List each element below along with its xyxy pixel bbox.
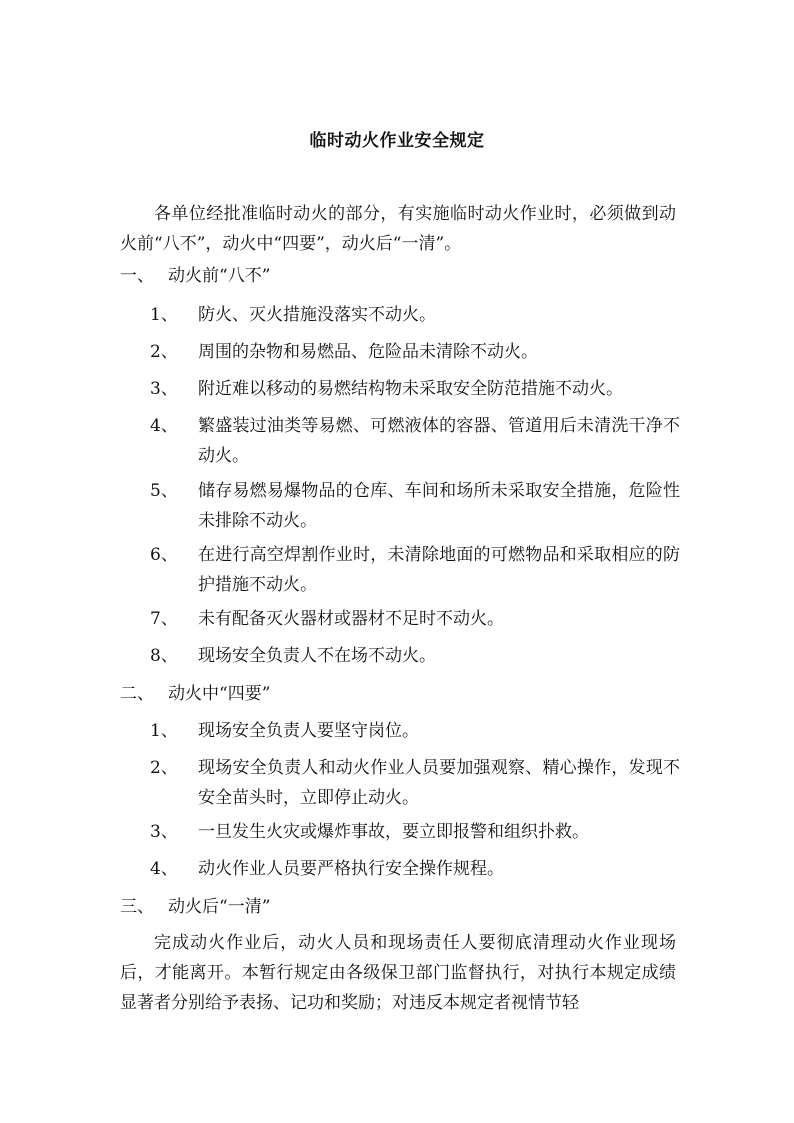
section-title: 动火前“八不” — [168, 266, 271, 286]
item-number: 4、 — [150, 859, 178, 879]
list-item — [150, 374, 680, 404]
section-heading-1 — [120, 261, 270, 291]
item-number: 1、 — [150, 305, 178, 325]
section-title: 动火中“四要” — [168, 684, 271, 704]
list-item — [150, 716, 680, 746]
section-heading-2 — [120, 679, 270, 709]
item-number: 7、 — [150, 609, 178, 629]
section-heading-3 — [120, 892, 270, 922]
list-item — [150, 817, 680, 847]
closing-paragraph: 完成动火作业后，动火人员和现场责任人要彻底清理动火作业现场后，才能离开。本暂行规定由各级保卫部门监督执行，对执行本规定成绩显著者分别给予表扬、记功和奖励；对违反本规定者视情节轻 — [120, 933, 676, 1013]
section-title: 动火后“一清” — [168, 897, 271, 917]
item-text: 未有配备灭火器材或器材不足时不动火。 — [198, 609, 504, 629]
section-number: 一、 — [120, 266, 154, 286]
list-item — [150, 604, 680, 634]
item-number: 8、 — [150, 646, 178, 666]
item-number: 2、 — [150, 758, 178, 778]
intro-paragraph: 各单位经批准临时动火的部分，有实施临时动火作业时，必须做到动火前“八不”，动火中“四要”，动火后“一清”。 — [120, 204, 676, 254]
list-item — [150, 753, 680, 813]
item-number: 2、 — [150, 342, 178, 362]
list-item — [150, 540, 680, 600]
section-number: 三、 — [120, 897, 154, 917]
item-number: 5、 — [150, 481, 178, 501]
item-text: 储存易燃易爆物品的仓库、车间和场所未采取安全措施，危险性未排除不动火。 — [198, 481, 680, 531]
item-number: 6、 — [150, 545, 178, 565]
section-number: 二、 — [120, 684, 154, 704]
list-item — [150, 641, 680, 671]
item-text: 现场安全负责人和动火作业人员要加强观察、精心操作，发现不安全苗头时，立即停止动火。 — [198, 758, 680, 808]
list-item — [150, 476, 680, 536]
item-text: 繁盛装过油类等易燃、可燃液体的容器、管道用后未清洗干净不动火。 — [198, 416, 680, 466]
list-item — [150, 300, 680, 330]
item-number: 3、 — [150, 379, 178, 399]
list-item — [150, 337, 680, 367]
item-text: 一旦发生火灾或爆炸事故，要立即报警和组织扑救。 — [198, 822, 589, 842]
item-text: 动火作业人员要严格执行安全操作规程。 — [198, 859, 504, 879]
item-text: 现场安全负责人不在场不动火。 — [198, 646, 436, 666]
list-item — [150, 854, 680, 884]
document-title: 临时动火作业安全规定 — [309, 131, 485, 151]
item-text: 在进行高空焊割作业时，未清除地面的可燃物品和采取相应的防护措施不动火。 — [198, 545, 680, 595]
item-text: 周围的杂物和易燃品、危险品未清除不动火。 — [198, 342, 538, 362]
item-text: 附近难以移动的易燃结构物未采取安全防范措施不动火。 — [198, 379, 623, 399]
item-number: 3、 — [150, 822, 178, 842]
item-number: 1、 — [150, 721, 178, 741]
item-text: 现场安全负责人要坚守岗位。 — [198, 721, 419, 741]
list-item — [150, 411, 680, 471]
item-number: 4、 — [150, 416, 178, 436]
item-text: 防火、灭火措施没落实不动火。 — [198, 305, 436, 325]
